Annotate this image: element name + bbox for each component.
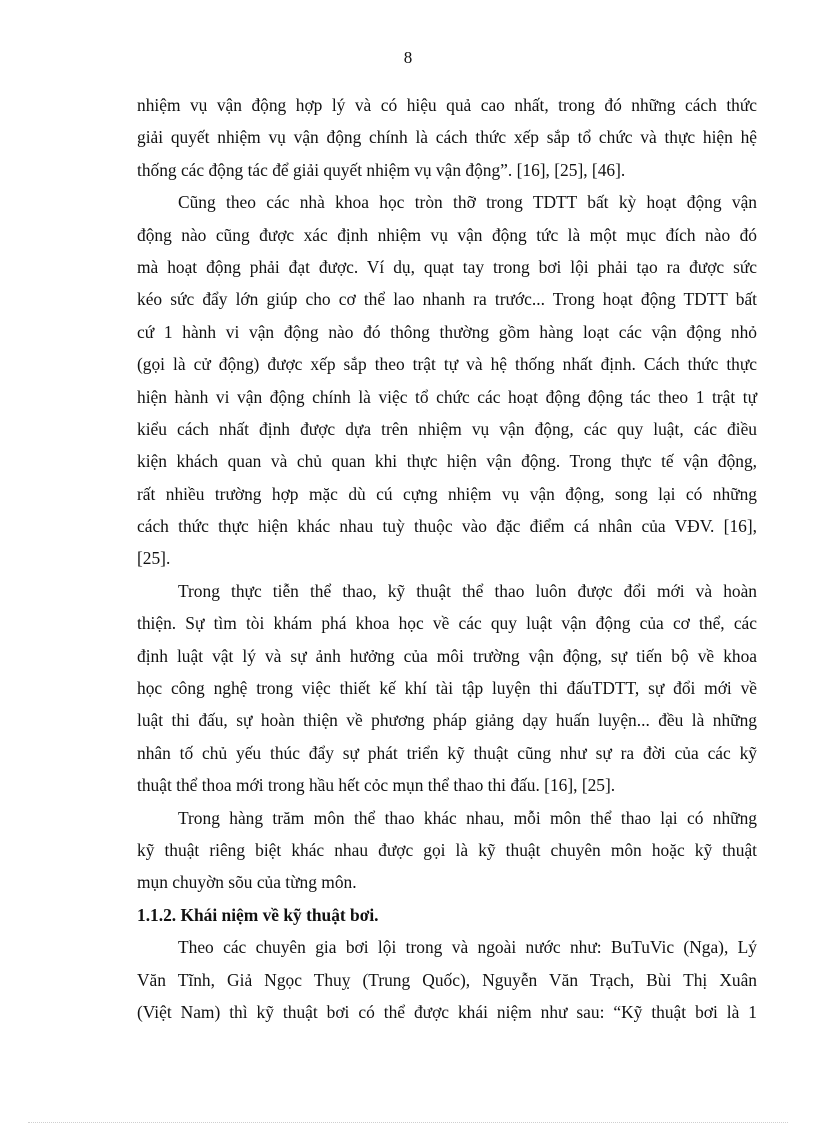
text-line: (Việt Nam) thì kỹ thuật bơi có thể được khái niệm như sau: “Kỹ thuật bơi là 1 <box>137 1001 757 1022</box>
text-line: Cũng theo các nhà khoa học tròn thỡ trong TDTT bất kỳ hoạt động vận <box>178 192 757 213</box>
text-line: kéo sức đẩy lớn giúp cho cơ thể lao nhanh ra trước... Trong hoạt động TDTT bất <box>137 289 757 310</box>
text-line: kiểu cách nhất định được dựa trên nhiệm vụ vận động, các quy luật, các điều <box>137 418 757 439</box>
section-heading: 1.1.2. Khái niệm về kỹ thuật bơi. <box>137 904 379 925</box>
text-line: (gọi là cử động) được xếp sắp theo trật tự và hệ thống nhất định. Cách thức thực <box>137 354 757 375</box>
text-line: rất nhiều trường hợp mặc dù cú cựng nhiệm vụ vận động, song lại có những <box>137 483 757 504</box>
text-line: luật thi đấu, sự hoàn thiện về phương pháp giảng dạy huấn luyện... đều là những <box>137 710 757 731</box>
text-line: Trong thực tiễn thể thao, kỹ thuật thể thao luôn được đổi mới và hoàn <box>178 580 757 601</box>
text-line: kiện khách quan và chủ quan khi thực hiện vận động. Trong thực tế vận động, <box>137 451 757 472</box>
text-line: kỹ thuật riêng biệt khác nhau được gọi là kỹ thuật chuyên môn hoặc kỹ thuật <box>137 839 757 860</box>
text-line: nhiệm vụ vận động hợp lý và có hiệu quả cao nhất, trong đó những cách thức <box>137 95 757 115</box>
text-line: thiện. Sự tìm tòi khám phá khoa học về các quy luật vận động của cơ thể, các <box>137 613 757 634</box>
text-line: cứ 1 hành vi vận động nào đó thông thường gồm hàng loạt các vận động nhỏ <box>137 321 757 342</box>
text-line: thuật thể thoa mới trong hầu hết cỏc mụn thể thao thi đấu. [16], [25]. <box>137 775 616 796</box>
text-line: [25]. <box>137 548 171 569</box>
text-line: giải quyết nhiệm vụ vận động chính là cách thức xếp sắp tổ chức và thực hiện hệ <box>137 127 757 148</box>
text-line: cách thức thực hiện khác nhau tuỳ thuộc vào đặc điểm cá nhân của VĐV. [16], <box>137 516 757 537</box>
text-line: định luật vật lý và sự ảnh hưởng của môi trường vận động, sự tiến bộ về khoa <box>137 645 757 666</box>
text-line: học công nghệ trong việc thiết kế khí tài tập luyện thi đấuTDTT, sự đổi mới về <box>137 678 757 699</box>
text-line: mà hoạt động phải đạt được. Ví dụ, quạt tay trong bơi lội phải tạo ra được sức <box>137 256 757 277</box>
text-line: hiện hành vi vận động chính là việc tổ chức các hoạt động động tác theo 1 trật tự <box>137 386 757 407</box>
text-line: mụn chuyờn sõu của từng môn. <box>137 872 357 893</box>
text-line: Trong hàng trăm môn thể thao khác nhau, mỗi môn thể thao lại có những <box>178 807 757 828</box>
text-line: Văn Tĩnh, Giả Ngọc Thuỵ (Trung Quốc), Nguyễn Văn Trạch, Bùi Thị Xuân <box>137 969 757 990</box>
text-line: nhân tố chủ yếu thúc đẩy sự phát triển kỹ thuật cũng như sự ra đời của các kỹ <box>137 742 757 763</box>
text-line: động nào cũng được xác định nhiệm vụ vận động tức là một mục đích nào đó <box>137 224 757 245</box>
text-line: thống các động tác để giải quyết nhiệm vụ vận động”. [16], [25], [46]. <box>137 159 626 180</box>
text-line: Theo các chuyên gia bơi lội trong và ngoài nước như: BuTuVic (Nga), Lý <box>178 937 757 958</box>
page-number: 8 <box>403 48 413 67</box>
document-body <box>137 89 757 1028</box>
